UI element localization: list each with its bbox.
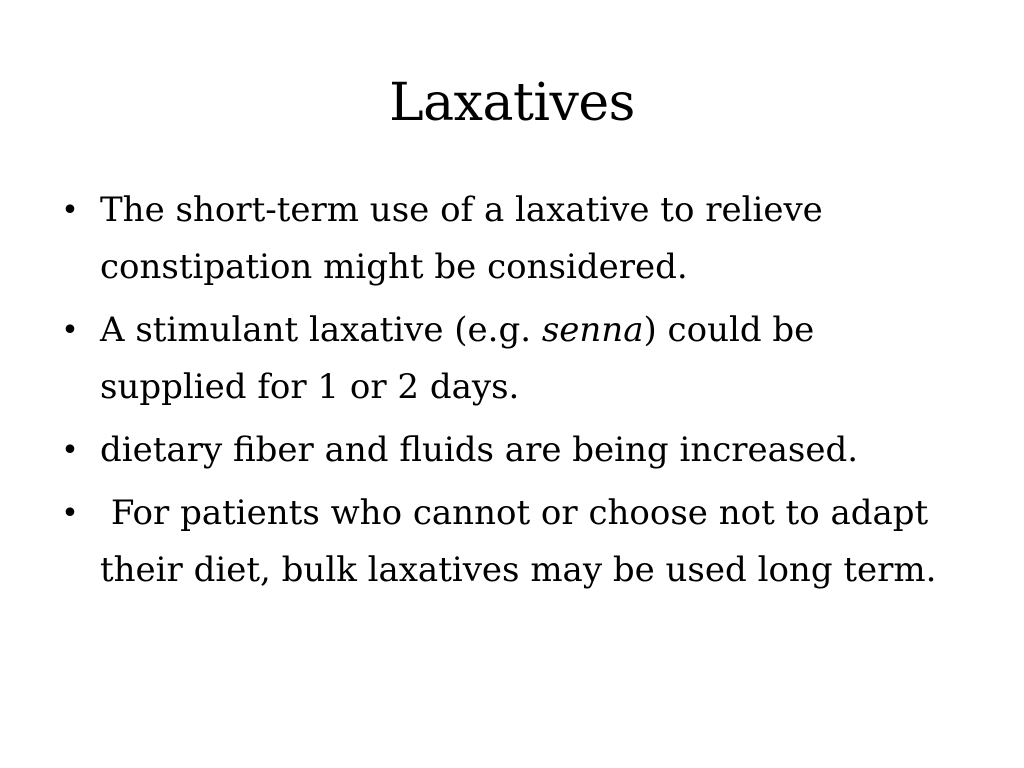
bullet-text-italic: senna [541,310,644,350]
bullet-text: The short-term use of a laxative to relieve constipation might be considered. [100,190,823,287]
bullet-dot-icon: • [61,313,79,348]
bullet-dot-icon: • [61,433,79,468]
slide-title: Laxatives [389,73,635,133]
bullet-item [60,485,940,599]
bullet-item [60,422,940,479]
bullet-dot-icon: • [61,496,79,531]
bullet-text: For patients who cannot or choose not to adapt their diet, bulk laxatives may be used long term. [100,493,940,590]
bullet-text-start: A stimulant laxative (e.g. [100,310,542,350]
bullet-text: dietary fiber and fluids are being increased. [100,430,859,470]
bullet-item [60,182,940,296]
bullet-text-end: ) could be supplied for 1 or 2 days. [100,310,815,407]
bullet-list [60,182,940,605]
bullet-item [60,302,940,416]
bullet-dot-icon: • [61,193,79,228]
